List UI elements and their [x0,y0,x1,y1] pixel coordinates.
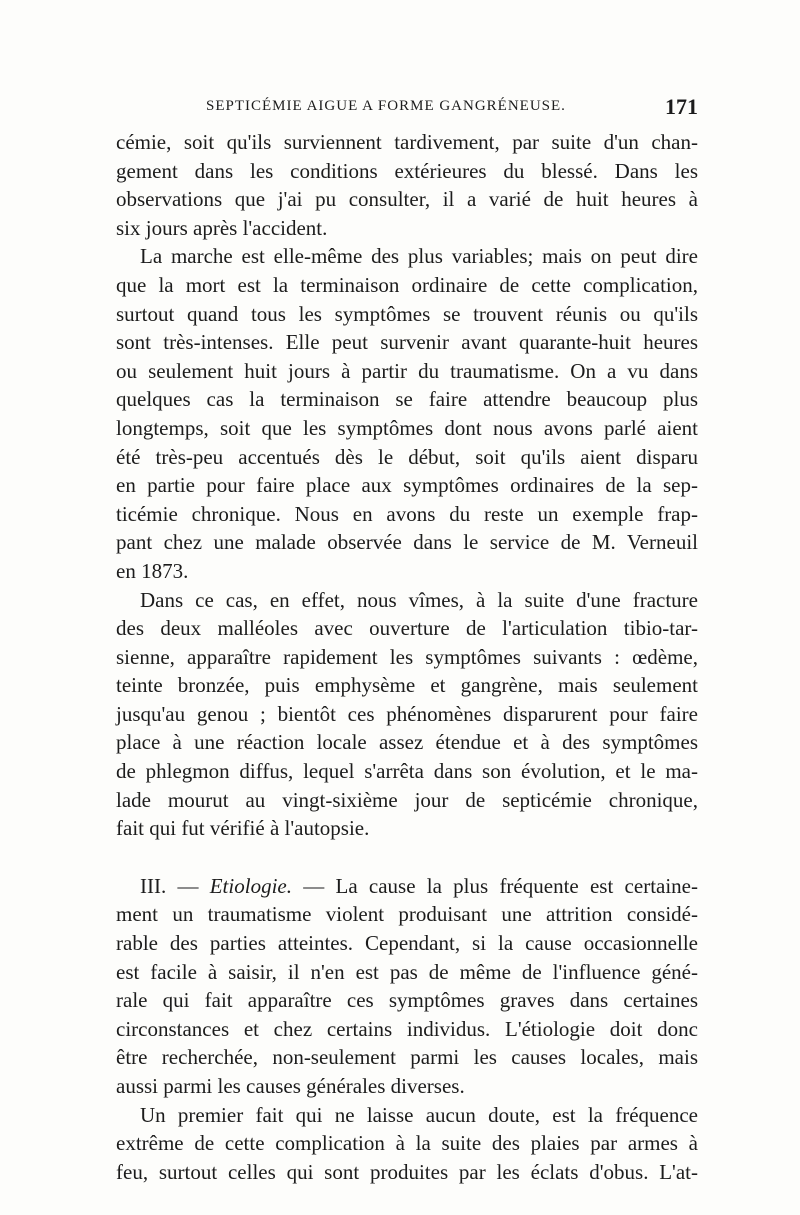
body-text [116,128,698,1186]
text-line: en 1873. [116,558,189,583]
text-line: ou seulement huit jours à partir du traumatisme. On a vu dans [116,358,698,383]
text-line: place à une réaction locale assez étendue et à des symptômes [116,730,698,755]
text-line: fait qui fut vérifié à l'autopsie. [116,816,370,841]
section-label: III. — [140,873,210,898]
section-spacer [116,843,698,872]
text-line: aussi parmi les causes générales diverses. [116,1074,465,1098]
text-line: être recherchée, non-seulement parmi les causes locales, mais [116,1045,698,1070]
text-line: Dans ce cas, en effet, nous vîmes, à la suite d'une fracture [140,587,698,612]
text-line: feu, surtout celles qui sont produites par les éclats d'obus. L'at- [116,1159,698,1184]
text-line: extrême de cette complication à la suite des plaies par armes à [116,1131,698,1156]
section-first-line-text: — La cause la plus fréquente est certaine- [291,873,698,898]
text-line: quelques cas la terminaison se faire attendre beaucoup plus [116,387,698,412]
page-number: 171 [665,94,698,119]
text-line: sont très-intenses. Elle peut survenir avant quarante-huit heures [116,330,698,355]
text-line: ment un traumatisme violent produisant une attrition considé- [116,902,698,927]
section-heading: Etiologie. [209,873,292,898]
text-line: longtemps, soit que les symptômes dont nous avons parlé aient [116,415,698,440]
text-line: pant chez une malade observée dans le service de M. Verneuil [116,530,698,555]
text-line: été très-peu accentués dès le début, soit qu'ils aient disparu [116,444,698,469]
text-line: circonstances et chez certains individus. L'étiologie doit donc [116,1016,698,1041]
text-line: cémie, soit qu'ils surviennent tardivement, par suite d'un chan- [116,130,698,154]
text-line: teinte bronzée, puis emphysème et gangrène, mais seulement [116,673,698,698]
running-title: SEPTICÉMIE AIGUE A FORME GANGRÉNEUSE. [206,98,566,114]
text-line: des deux malléoles avec ouverture de l'articulation tibio-tar- [116,616,698,641]
text-line: jusqu'au genou ; bientôt ces phénomènes disparurent pour faire [116,701,698,726]
text-line: ticémie chronique. Nous en avons du reste un exemple frap- [116,501,698,526]
text-line: sienne, apparaître rapidement les symptômes suivants : œdème, [116,644,698,669]
page-header [118,94,698,124]
text-line: observations que j'ai pu consulter, il a varié de huit heures à [116,187,698,212]
text-line: lade mourut au vingt-sixième jour de septicémie chronique, [116,787,698,812]
text-line: en partie pour faire place aux symptômes ordinaires de la sep- [116,473,698,498]
section-first-line [116,872,698,901]
text-line: est facile à saisir, il n'en est pas de même de l'influence géné- [116,959,698,984]
text-line: rale qui fait apparaître ces symptômes graves dans certaines [116,988,698,1013]
text-line: de phlegmon diffus, lequel s'arrêta dans son évolution, et le ma- [116,759,698,784]
text-line: Un premier fait qui ne laisse aucun doute, est la fréquence [140,1102,698,1127]
text-line: gement dans les conditions extérieures du blessé. Dans les [116,158,698,183]
text-line: que la mort est la terminaison ordinaire de cette complication, [116,272,698,297]
text-line: La marche est elle-même des plus variables; mais on peut dire [140,244,698,269]
text-line: rable des parties atteintes. Cependant, si la cause occasionnelle [116,931,698,956]
text-line: six jours après l'accident. [116,215,328,240]
text-line: surtout quand tous les symptômes se trouvent réunis ou qu'ils [116,301,698,326]
